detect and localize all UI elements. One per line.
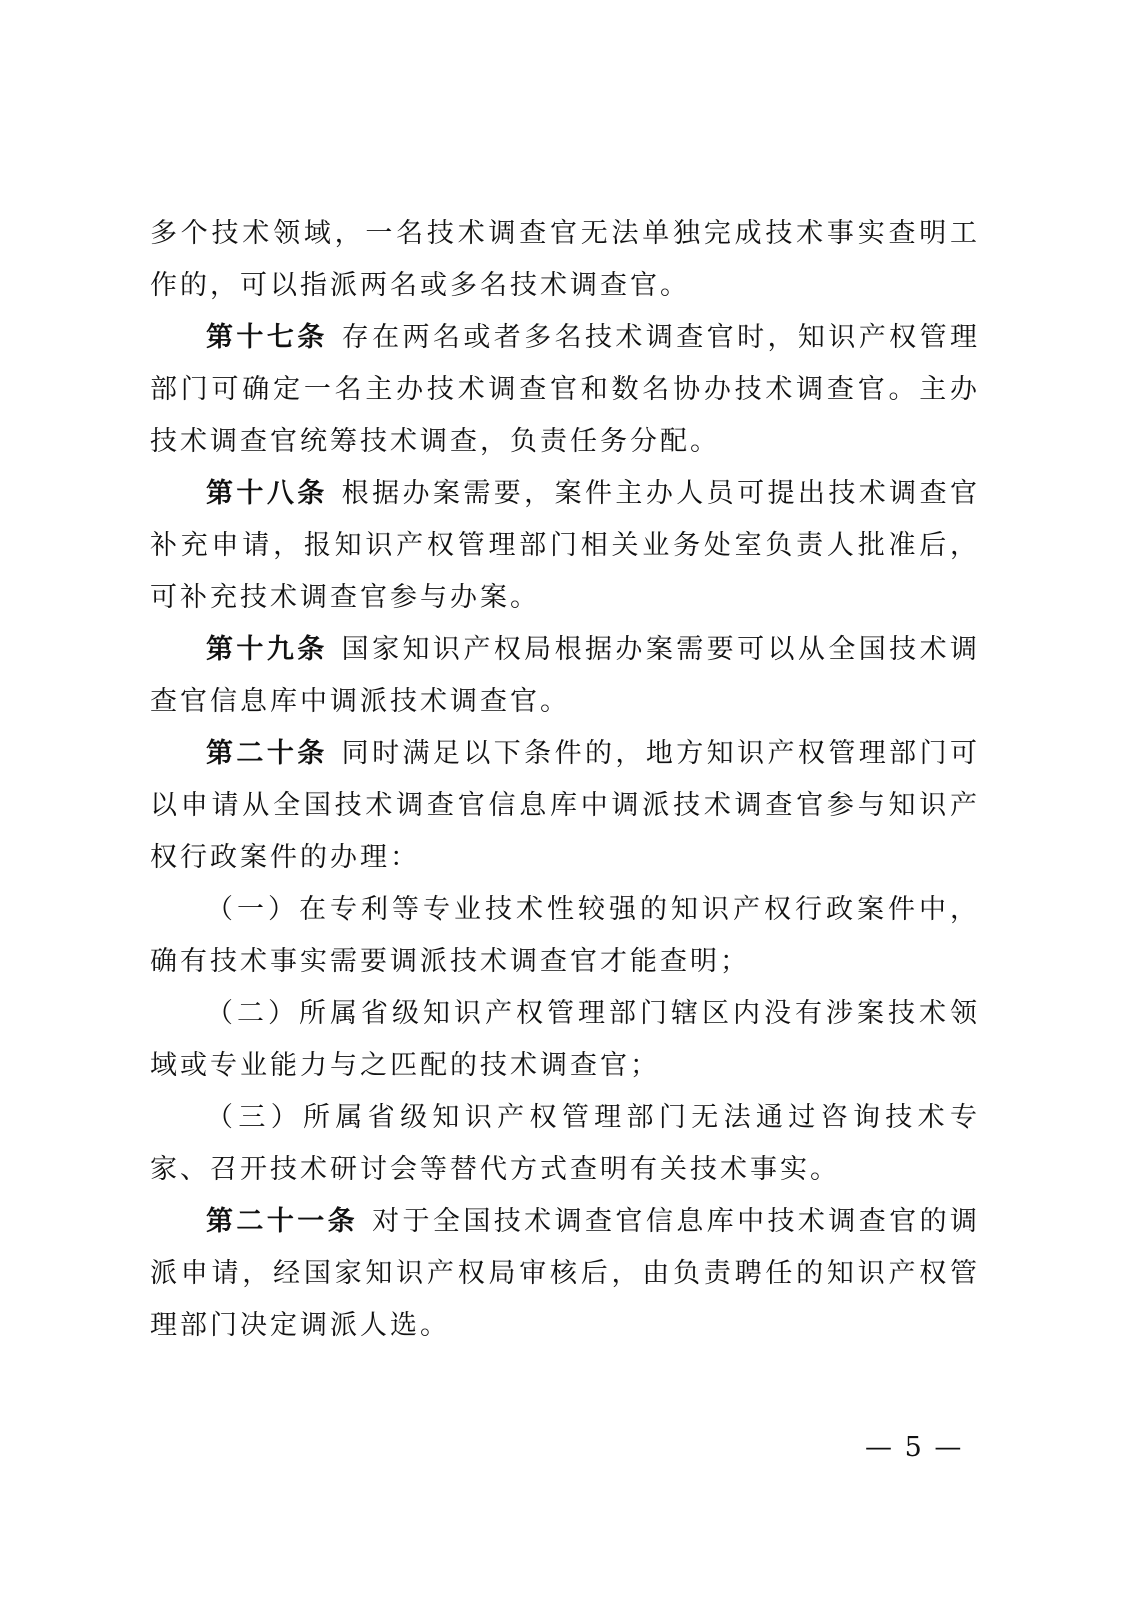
article-text: 国家知识产权局根据办案需要可以从全国技术调查官信息库中调派技术调查官。 xyxy=(150,634,981,717)
article-18 xyxy=(150,468,980,624)
article-heading: 第十七条 xyxy=(206,322,328,353)
article-20 xyxy=(150,728,980,884)
paragraph-continuation xyxy=(150,208,980,312)
article-heading: 第二十一条 xyxy=(206,1206,359,1237)
page-number: — 5 — xyxy=(865,1432,964,1463)
article-heading: 第二十条 xyxy=(206,738,328,769)
list-item xyxy=(150,988,980,1092)
list-item-text: （三）所属省级知识产权管理部门无法通过咨询技术专家、召开技术研讨会等替代方式查明有关技术事实。 xyxy=(150,1102,980,1185)
article-19 xyxy=(150,624,980,728)
list-item xyxy=(150,884,980,988)
list-item-text: （一）在专利等专业技术性较强的知识产权行政案件中，确有技术事实需要调派技术调查官才能查明； xyxy=(150,894,980,977)
article-text: 存在两名或者多名技术调查官时，知识产权管理部门可确定一名主办技术调查官和数名协办技术调查官。主办技术调查官统筹技术调查，负责任务分配。 xyxy=(150,322,981,457)
list-item-text: （二）所属省级知识产权管理部门辖区内没有涉案技术领域或专业能力与之匹配的技术调查官； xyxy=(150,998,980,1081)
article-text: 根据办案需要，案件主办人员可提出技术调查官补充申请，报知识产权管理部门相关业务处室负责人批准后，可补充技术调查官参与办案。 xyxy=(150,478,981,613)
list-item xyxy=(150,1092,980,1196)
article-heading: 第十九条 xyxy=(206,634,328,665)
article-17 xyxy=(150,312,980,468)
article-21 xyxy=(150,1196,980,1352)
article-heading: 第十八条 xyxy=(206,478,328,509)
article-text: 对于全国技术调查官信息库中技术调查官的调派申请，经国家知识产权局审核后，由负责聘任的知识产权管理部门决定调派人选。 xyxy=(150,1206,981,1341)
article-text: 同时满足以下条件的，地方知识产权管理部门可以申请从全国技术调查官信息库中调派技术调查官参与知识产权行政案件的办理： xyxy=(150,738,981,873)
document-body xyxy=(150,208,980,1352)
paragraph-text: 多个技术领域，一名技术调查官无法单独完成技术事实查明工作的，可以指派两名或多名技术调查官。 xyxy=(150,218,980,301)
